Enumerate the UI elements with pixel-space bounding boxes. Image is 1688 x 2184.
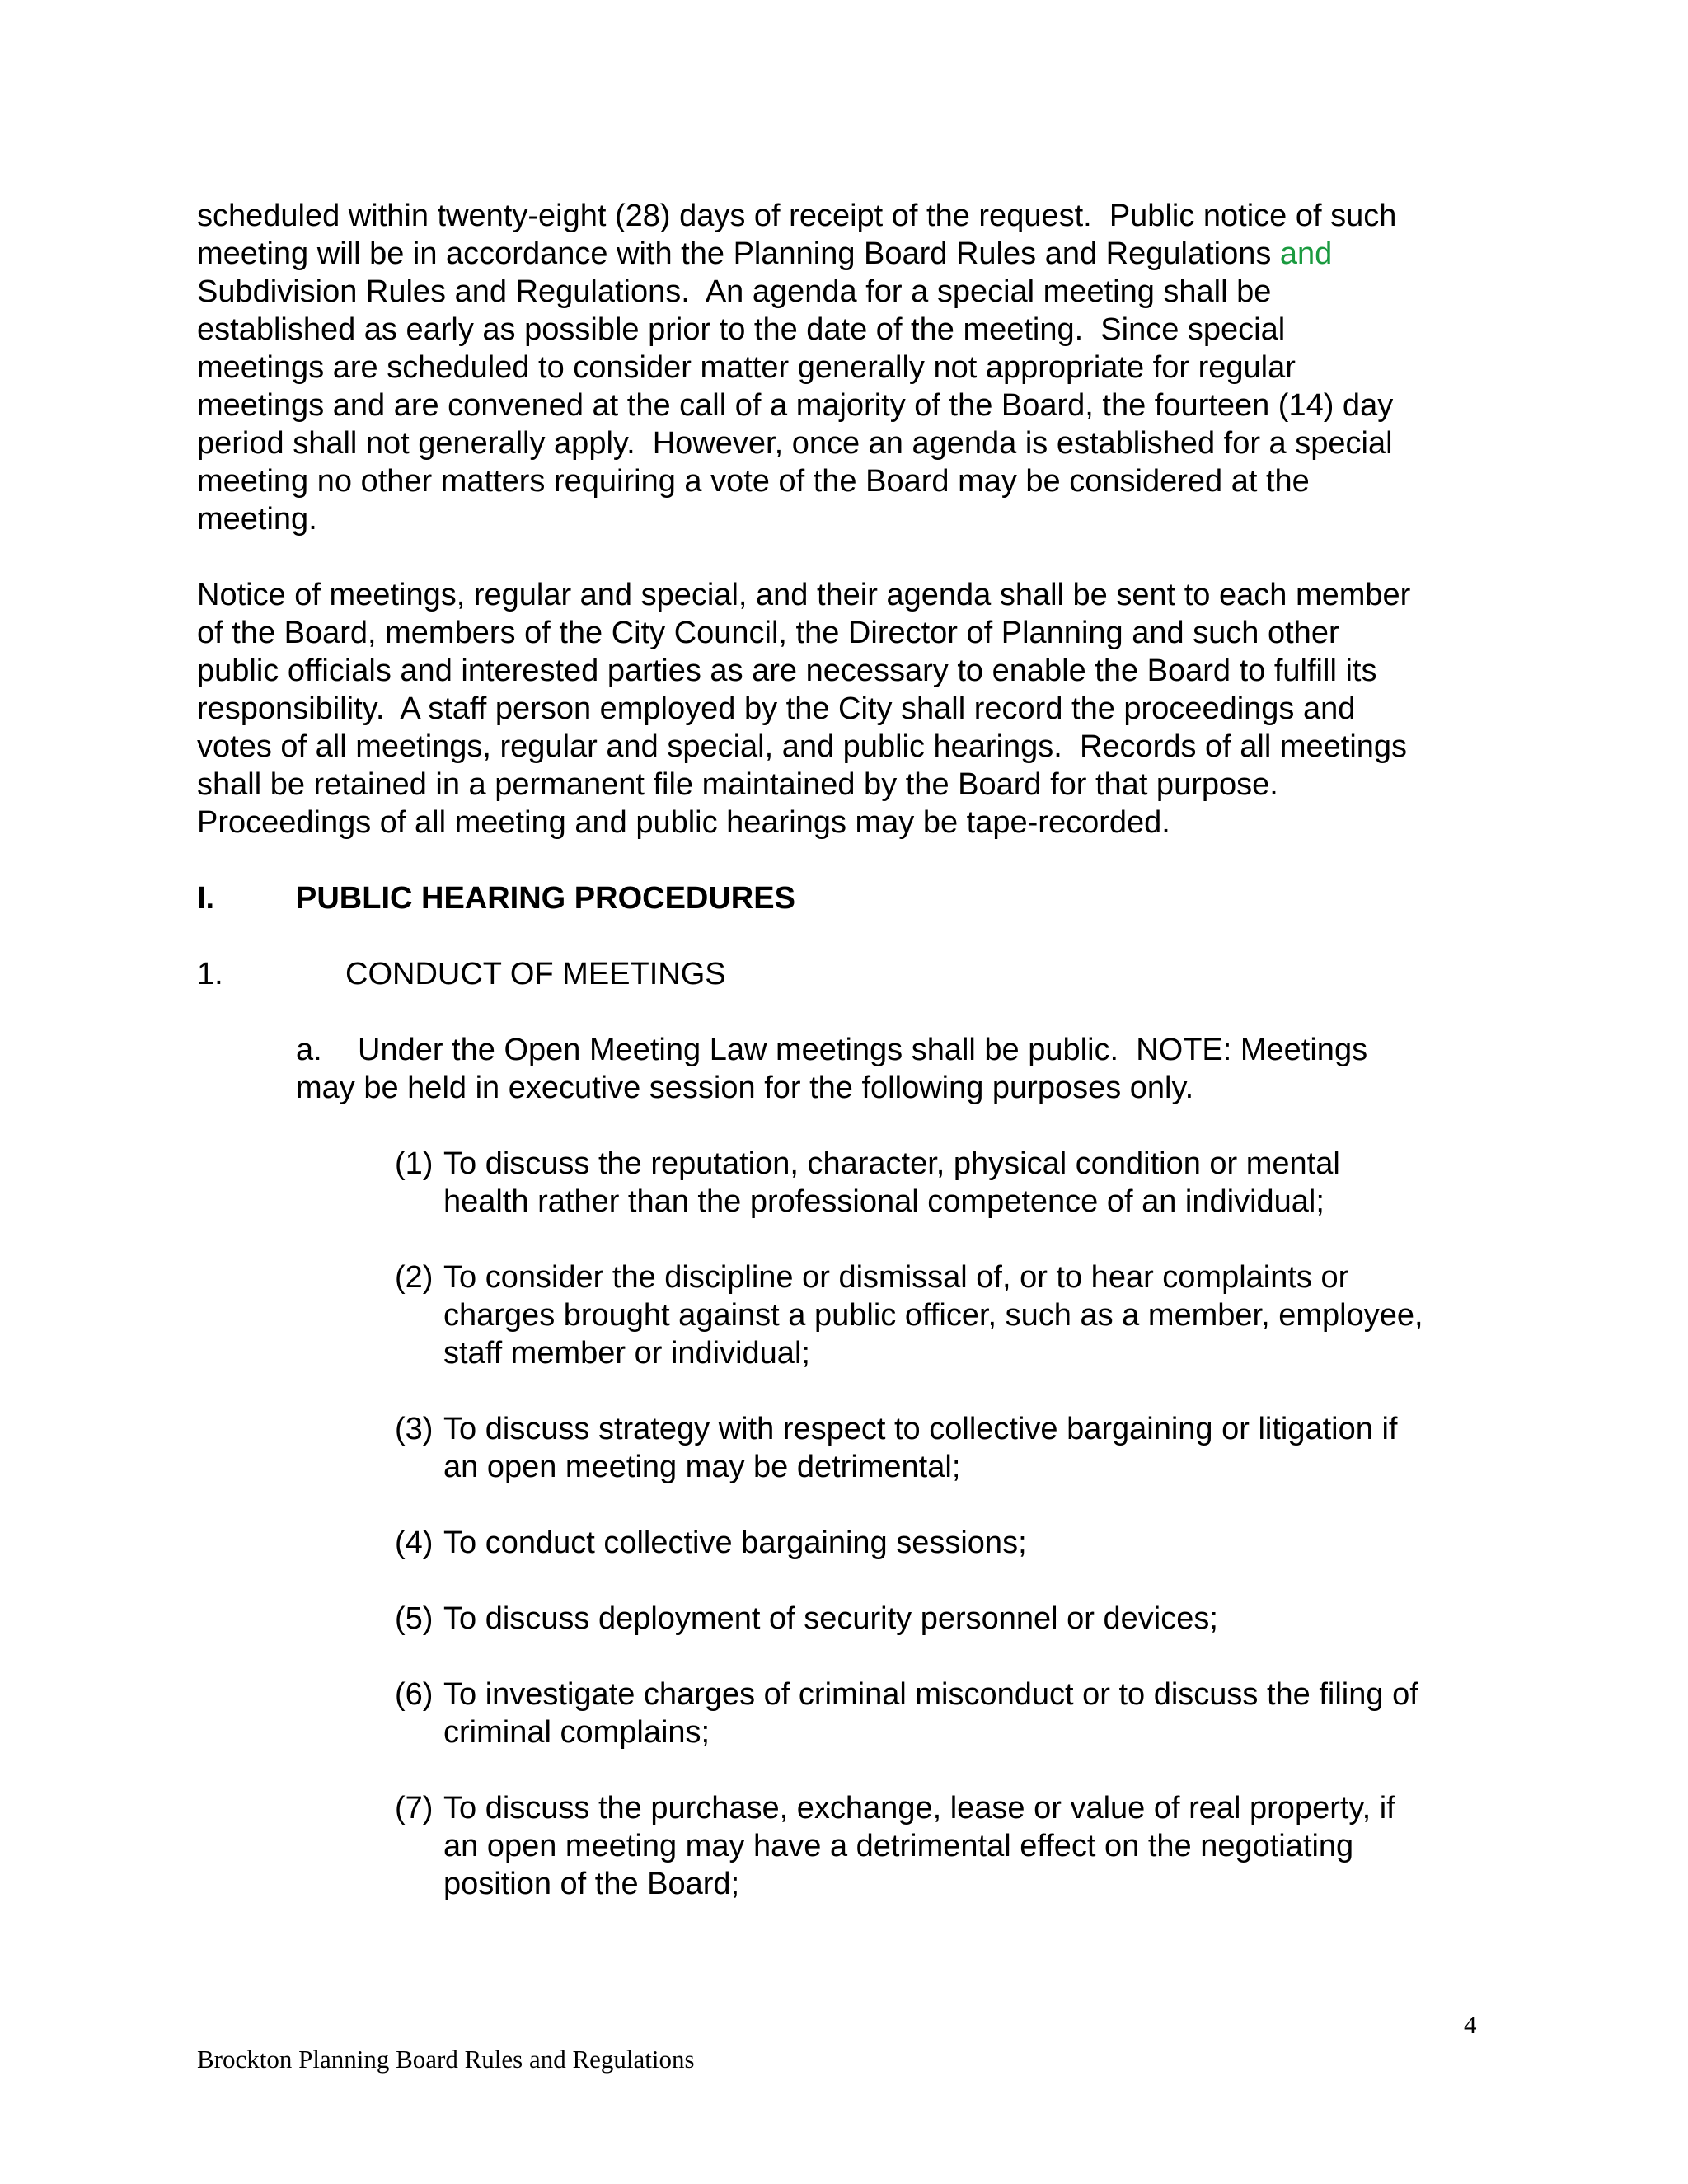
para2-line: Proceedings of all meeting and public hearings may be tape-recorded. — [197, 805, 1170, 840]
list-item-line: criminal complains; — [443, 1715, 710, 1750]
para1-line4: established as early as possible prior to the date of the meeting. Since special — [197, 312, 1286, 347]
list-item-line: charges brought against a public officer, such as a member, employee, — [443, 1298, 1423, 1333]
list-item-line: an open meeting may have a detrimental effect on the negotiating — [443, 1829, 1354, 1863]
list-item-number: (6) — [395, 1677, 434, 1712]
para1-line2-text: meeting will be in accordance with the Planning Board Rules and Regulations — [197, 237, 1280, 271]
list-item-line: To discuss deployment of security personnel or devices; — [443, 1601, 1218, 1636]
section-title: PUBLIC HEARING PROCEDURES — [296, 881, 795, 916]
page-number: 4 — [1464, 2010, 1477, 2039]
list-item-line: position of the Board; — [443, 1867, 740, 1901]
list-item-line: To conduct collective bargaining sessions; — [443, 1526, 1027, 1560]
list-item-line: health rather than the professional competence of an individual; — [443, 1184, 1325, 1219]
para2-line: of the Board, members of the City Council, the Director of Planning and such other — [197, 616, 1339, 650]
subsection-title: CONDUCT OF MEETINGS — [345, 957, 726, 991]
para2-line: Notice of meetings, regular and special, and their agenda shall be sent to each member — [197, 578, 1411, 612]
list-item-line: staff member or individual; — [443, 1336, 810, 1371]
list-item-line: To consider the discipline or dismissal of, or to hear complaints or — [443, 1260, 1349, 1295]
list-item-number: (4) — [395, 1526, 434, 1560]
para2-line: votes of all meetings, regular and special, and public hearings. Records of all meetings — [197, 729, 1408, 764]
para2-line: public officials and interested parties as are necessary to enable the Board to fulfill its — [197, 654, 1377, 688]
para2-line: responsibility. A staff person employed by the City shall record the proceedings and — [197, 691, 1356, 726]
para1-line5: meetings are scheduled to consider matter generally not appropriate for regular — [197, 350, 1296, 385]
list-item-line: an open meeting may be detrimental; — [443, 1450, 961, 1484]
subsection-number: 1. — [197, 957, 223, 991]
para2-line: shall be retained in a permanent file maintained by the Board for that purpose. — [197, 767, 1278, 802]
inserted-word-and: and — [1279, 237, 1333, 271]
item-a-line2: may be held in executive session for the following purposes only. — [296, 1071, 1194, 1105]
list-item-line: To discuss strategy with respect to collective bargaining or litigation if — [443, 1412, 1398, 1446]
para1-line1: scheduled within twenty-eight (28) days of receipt of the request. Public notice of such — [197, 199, 1397, 233]
list-item-number: (7) — [395, 1791, 434, 1825]
para1-line3: Subdivision Rules and Regulations. An agenda for a special meeting shall be — [197, 274, 1272, 309]
list-item-line: To discuss the purchase, exchange, lease or value of real property, if — [443, 1791, 1395, 1825]
list-item-line: To discuss the reputation, character, physical condition or mental — [443, 1146, 1340, 1181]
item-a-label: a. — [296, 1033, 322, 1067]
list-item-number: (3) — [395, 1412, 434, 1446]
list-item-number: (1) — [395, 1146, 434, 1181]
list-item-number: (5) — [395, 1601, 434, 1636]
para1-line2 — [197, 235, 1332, 273]
section-number: I. — [197, 881, 215, 916]
document-title: Brockton Planning Board Rules and Regulations — [197, 2045, 695, 2074]
para1-line7: period shall not generally apply. However, once an agenda is established for a special — [197, 426, 1393, 461]
para1-line9: meeting. — [197, 502, 317, 537]
para1-line6: meetings and are convened at the call of a majority of the Board, the fourteen (14) day — [197, 388, 1394, 423]
item-a-line1: Under the Open Meeting Law meetings shall be public. NOTE: Meetings — [358, 1033, 1368, 1067]
para1-line8: meeting no other matters requiring a vote of the Board may be considered at the — [197, 464, 1310, 499]
list-item-line: To investigate charges of criminal misconduct or to discuss the filing of — [443, 1677, 1418, 1712]
list-item-number: (2) — [395, 1260, 434, 1295]
